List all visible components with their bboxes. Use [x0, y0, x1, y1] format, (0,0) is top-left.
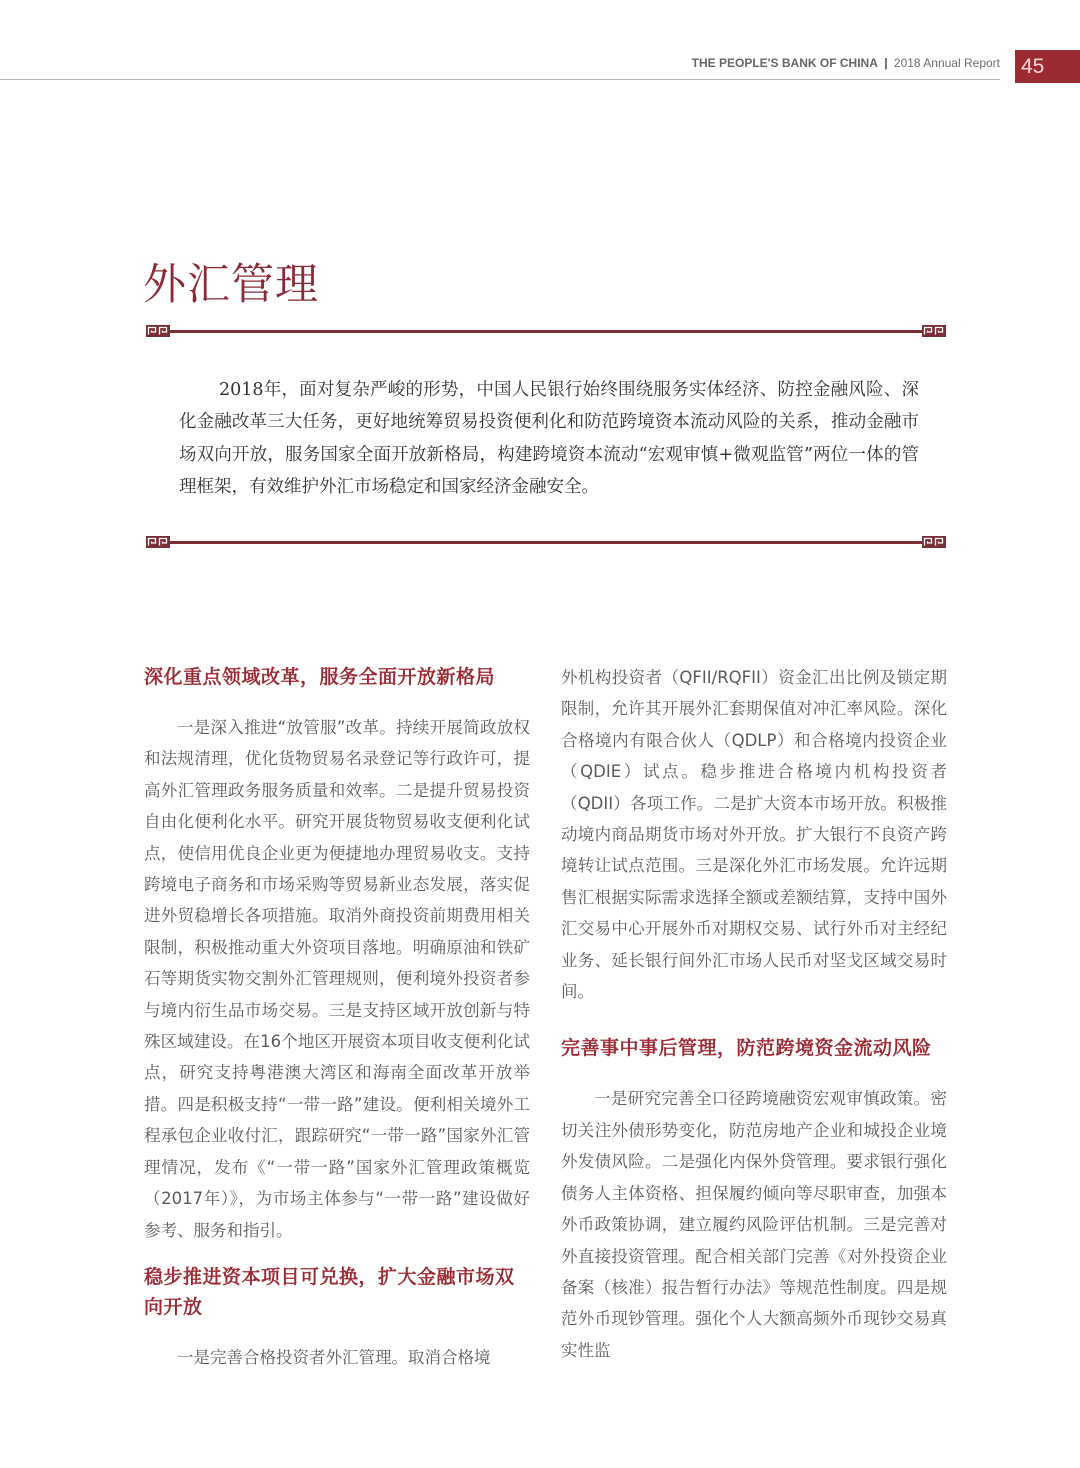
- ornamental-rule-top: [146, 325, 946, 337]
- fret-ornament-icon: [922, 325, 946, 337]
- fret-ornament-icon: [922, 536, 946, 548]
- fret-ornament-icon: [146, 536, 170, 548]
- rule-line: [170, 330, 922, 333]
- header-divider: [0, 79, 1000, 80]
- header-org: THE PEOPLE'S BANK OF CHINA: [691, 56, 878, 70]
- ornamental-rule-bottom: [146, 536, 946, 548]
- page-number: 45: [1015, 50, 1080, 83]
- header-title: [692, 56, 1000, 70]
- section-heading: 完善事中事后管理，防范跨境资金流动风险: [561, 1037, 932, 1060]
- right-column: [561, 662, 947, 1366]
- section-body: 一是深入推进“放管服”改革。持续开展简政放权和法规清理，优化货物贸易名录登记等行政许可，提高外汇管理政务服务质量和效率。二是提升贸易投资自由化便利化水平。研究开展货物贸易收支便利化试点，使信用优良企业更为便捷地办理贸易收支。支持跨境电子商务和市场采购等贸易新业态发展，落实促进外贸稳增长各项措施。取消外商投资前期费用相关限制，积极推动重大外资项目落地。明确原油和铁矿石等期货实物交割外汇管理规则，便利境外投资者参与境内衍生品市场交易。三是支持区域开放创新与特殊区域建设。在16个地区开展资本项目收支便利化试点，研究支持粤港澳大湾区和海南全面改革开放举措。四是积极支持“一带一路”建设。便利相关境外工程承包企业收付汇，跟踪研究“一带一路”国家外汇管理情况，发布《“一带一路”国家外汇管理政策概览（2017年）》，为市场主体参与“一带一路”建设做好参考、服务和指引。: [144, 718, 530, 1240]
- section-heading: 深化重点领域改革，服务全面开放新格局: [144, 666, 496, 688]
- rule-line: [170, 541, 922, 544]
- fret-ornament-icon: [146, 325, 170, 337]
- intro-paragraph: 2018年，面对复杂严峻的形势，中国人民银行始终围绕服务实体经济、防控金融风险、深化金融改革三大任务，更好地统筹贸易投资便利化和防范跨境资本流动风险的关系，推动金融市场双向开放，服务国家全面开放新格局，构建跨境资本流动“宏观审慎+微观监管”两位一体的管理框架，有效维护外汇市场稳定和国家经济金融安全。: [179, 379, 919, 498]
- header-separator: |: [884, 56, 888, 70]
- header-report: 2018 Annual Report: [893, 56, 1000, 70]
- section-body-continued: 外机构投资者（QFII/RQFII）资金汇出比例及锁定期限制，允许其开展外汇套期保值对冲汇率风险。深化合格境内有限合伙人（QDLP）和合格境内投资企业（QDIE）试点。稳步推进合格境内机构投资者（QDII）各项工作。二是扩大资本市场开放。积极推动境内商品期货市场对外开放。扩大银行不良资产跨境转让试点范围。三是深化外汇市场发展。允许远期售汇根据实际需求选择全额或差额结算，支持中国外汇交易中心开展外币对期权交易、试行外币对主经纪业务、延长银行间外汇市场人民币对坚戈区域交易时间。: [561, 668, 947, 1002]
- section-heading: 稳步推进资本项目可兑换，扩大金融市场双向开放: [144, 1265, 515, 1318]
- left-column: [144, 662, 530, 1373]
- section-body: 一是完善合格投资者外汇管理。取消合格境: [177, 1347, 491, 1367]
- chapter-title: 外汇管理: [143, 259, 319, 310]
- section-body: 一是研究完善全口径跨境融资宏观审慎政策。密切关注外债形势变化，防范房地产企业和城投企业境外发债风险。二是强化内保外贷管理。要求银行强化债务人主体资格、担保履约倾向等尽职审查，加强本外币政策协调，建立履约风险评估机制。三是完善对外直接投资管理。配合相关部门完善《对外投资企业备案（核准）报告暂行办法》等规范性制度。四是规范外币现钞管理。强化个人大额高频外币现钞交易真实性监: [561, 1089, 947, 1360]
